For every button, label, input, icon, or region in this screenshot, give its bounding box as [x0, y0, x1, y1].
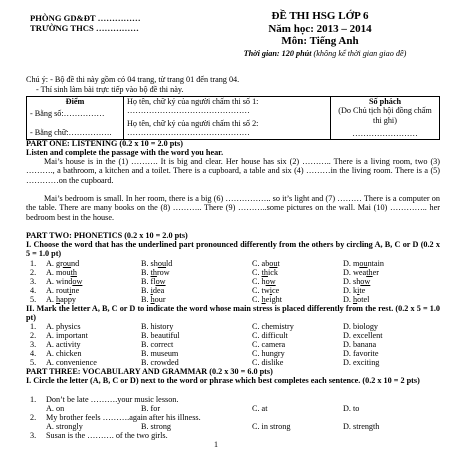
option-c: C. camera — [252, 340, 286, 349]
option-text: our — [154, 295, 166, 304]
option-a: A. on — [46, 404, 65, 413]
option-a: A. chicken — [46, 349, 82, 358]
option-text: eight — [265, 295, 283, 304]
option-b — [141, 268, 170, 277]
part2-title: PART TWO: PHONETICS (0.2 x 10 = 2.0 pts) — [26, 231, 188, 240]
part1-instruction: Listen and complete the passage with the word you hear. — [26, 148, 224, 157]
question-number: 5. — [30, 358, 37, 367]
option-text: D. wea — [343, 268, 367, 277]
option-b: B. correct — [141, 340, 174, 349]
option-b: B. museum — [141, 349, 179, 358]
option-a: A. activity — [46, 340, 81, 349]
code-note: (Do Chủ tịch hội đồng chấm thi ghi) — [338, 106, 432, 125]
option-a: A. physics — [46, 322, 81, 331]
school-name: TRƯỜNG THCS …………… — [30, 23, 139, 33]
underlined-part: i — [69, 286, 72, 295]
option-c — [252, 259, 280, 268]
option-d — [343, 295, 369, 304]
option-b — [141, 286, 164, 295]
option-text: A. wind — [46, 277, 73, 286]
question-number: 2. — [30, 268, 37, 277]
dept-name: PHÒNG GD&ĐT …………… — [30, 13, 141, 23]
option-d: D. to — [343, 404, 360, 413]
option-a: A. strongly — [46, 422, 83, 431]
underlined-part: h — [150, 295, 155, 304]
question-stem: My brother feels ……….again after his illness. — [46, 413, 201, 422]
option-a: A. convenience — [46, 358, 97, 367]
option-d: D. strength — [343, 422, 380, 431]
option-text: appy — [60, 295, 77, 304]
score-cell — [27, 97, 124, 140]
grader-2-dots: ……………………………………… — [127, 128, 250, 138]
question-number: 4. — [30, 286, 37, 295]
part3-section1-title: I. Circle the letter (A, B, C or D) next to the word or phrase which best completes each sentence. (0.2 x 10 = 2 pts) — [26, 376, 420, 385]
option-text: A. mou — [46, 268, 71, 277]
option-a — [46, 286, 79, 295]
option-text: dea — [152, 286, 165, 295]
code-cell — [331, 97, 440, 140]
underlined-part: i — [269, 286, 273, 295]
header-right — [225, 10, 415, 48]
option-text: B. — [141, 286, 151, 295]
time-note: (không kể thời gian giao đề) — [311, 49, 407, 58]
option-text: B. — [141, 268, 151, 277]
option-text: nd — [71, 259, 80, 268]
underlined-part: th — [261, 268, 268, 277]
option-text: B. fl — [141, 277, 156, 286]
option-text: ntain — [367, 259, 384, 268]
underlined-part: ow — [155, 277, 166, 286]
subject: Môn: Tiếng Anh — [281, 35, 359, 48]
school-year: Năm học: 2013 – 2014 — [268, 22, 372, 35]
question-number: 4. — [30, 349, 37, 358]
option-text: D. k — [343, 286, 358, 295]
exam-title: ĐỀ THI HSG LỚP 6 — [271, 10, 369, 22]
option-text: ce — [272, 286, 280, 295]
code-header: Số phách — [368, 97, 402, 106]
underlined-part: i — [357, 286, 360, 295]
option-text: D. m — [343, 259, 360, 268]
question-number: 5. — [30, 295, 37, 304]
option-a — [46, 259, 79, 268]
part2-section2-title: II. Mark the letter A, B, C or D to indicate the word whose main stress is placed differently from the rest. (0.2 x 5 = 1.0 pt) — [26, 304, 440, 323]
option-text: A. rout — [46, 286, 70, 295]
question-number: 1. — [30, 395, 37, 404]
option-text: B. sh — [141, 259, 158, 268]
option-b: B. history — [141, 322, 174, 331]
option-c: C. difficult — [252, 331, 288, 340]
option-c — [252, 295, 282, 304]
option-b: B. for — [141, 404, 161, 413]
option-text: ick — [267, 268, 278, 277]
option-text: ne — [71, 286, 80, 295]
option-c — [252, 286, 279, 295]
time-label: Thời gian: 120 phút — [243, 49, 312, 58]
note-line-2: - Thí sinh làm bài trực tiếp vào bộ đề thi này. — [36, 85, 184, 94]
option-c: C. hungry — [252, 349, 285, 358]
exam-time — [225, 49, 425, 58]
grader-2-label: Họ tên, chữ ký của người chấm thi số 2: — [127, 118, 259, 128]
underlined-part: ow — [360, 277, 371, 286]
header-left — [30, 13, 141, 33]
option-text: A. gr — [46, 259, 63, 268]
score-table — [26, 96, 440, 140]
underlined-part: h — [56, 295, 61, 304]
option-a: A. important — [46, 331, 88, 340]
option-d — [343, 268, 379, 277]
question-number: 3. — [30, 340, 37, 349]
question-number: 1. — [30, 259, 37, 268]
option-c — [252, 277, 276, 286]
option-b — [141, 295, 166, 304]
underlined-part: h — [353, 295, 358, 304]
part1-paragraph-1: Mai’s house is in the (1) ………. It is big and clear. Her house has six (2) ……….. There is a living room, two (3) ………., a bathroom, a kitchen and a toilet. There is a cupboard, a table and six (4) ………in the living room. There is a (5) …………on the cupboard. — [26, 157, 440, 185]
option-d: D. biology — [343, 322, 379, 331]
option-b: B. crowded — [141, 358, 179, 367]
underlined-part: h — [261, 295, 266, 304]
option-b: B. beautiful — [141, 331, 180, 340]
option-d — [343, 259, 384, 268]
score-in-number: - Bằng số:…………… — [30, 109, 105, 119]
underlined-part: th — [150, 268, 157, 277]
option-d — [343, 277, 370, 286]
part1-paragraph-2: Mai’s bedroom is small. In her room, there is a big (6) …………….. so it’s light and (7) ……… There is a computer on the table. There are many books on the (8) ……….. There (9) ………..some pictures on the wall. Mai (10) ………….. her bedroom best in the house. — [26, 194, 440, 222]
option-text: C. — [252, 295, 262, 304]
option-b: B. strong — [141, 422, 172, 431]
code-dots: …………………… — [352, 129, 418, 139]
option-a — [46, 268, 77, 277]
option-text: otel — [357, 295, 370, 304]
part1-title: PART ONE: LISTENING (0.2 x 10 = 2.0 pts) — [26, 139, 183, 148]
part2-section1-title: I. Choose the word that has the underlined part pronounced differently from the others by circling A, B, C or D (0.2 x 5 = 1.0 pt) — [26, 240, 440, 259]
option-text: C. h — [252, 277, 266, 286]
note-line-1: Chú ý: - Bộ đề thi này gồm có 04 trang, từ trang 01 đến trang 04. — [26, 75, 240, 84]
page-number: 1 — [214, 440, 218, 449]
option-text: row — [156, 268, 170, 277]
underlined-part: ou — [157, 259, 167, 268]
question-number: 2. — [30, 413, 37, 422]
option-b — [141, 277, 166, 286]
option-c: C. in strong — [252, 422, 291, 431]
question-stem: Susan is the ………. of the two girls. — [46, 431, 168, 440]
grader-cell — [124, 97, 331, 140]
option-text: A. — [46, 295, 57, 304]
underlined-part: ow — [265, 277, 276, 286]
option-d: D. favorite — [343, 349, 379, 358]
option-c: C. chemistry — [252, 322, 294, 331]
underlined-part: i — [150, 286, 153, 295]
option-a — [46, 277, 82, 286]
option-text: D. — [343, 295, 354, 304]
underlined-part: ou — [359, 259, 368, 268]
underlined-part: ow — [72, 277, 83, 286]
score-in-words: - Bằng chữ:……………. — [30, 127, 112, 137]
option-d: D. excellent — [343, 331, 383, 340]
option-d — [343, 286, 365, 295]
grader-1-label: Họ tên, chữ ký của người chấm thi số 1: — [127, 97, 259, 106]
question-number: 1. — [30, 322, 37, 331]
option-text: C. tw — [252, 286, 270, 295]
option-c — [252, 268, 278, 277]
option-text: te — [359, 286, 366, 295]
option-text: C. — [252, 268, 262, 277]
question-number: 3. — [30, 431, 37, 440]
option-c: C. dislike — [252, 358, 284, 367]
question-number: 3. — [30, 277, 37, 286]
option-b — [141, 259, 172, 268]
grader-1-dots: ……………………………………… — [127, 106, 250, 116]
option-text: ld — [166, 259, 173, 268]
score-header: Điểm — [65, 97, 85, 106]
question-stem: Don’t be late ……….your music lesson. — [46, 395, 179, 404]
question-number: 2. — [30, 331, 37, 340]
option-d: D. exciting — [343, 358, 380, 367]
option-c: C. at — [252, 404, 268, 413]
part3-title: PART THREE: VOCABULARY AND GRAMMAR (0.2 x 30 = 6.0 pts) — [26, 367, 273, 376]
option-text: B. — [141, 295, 151, 304]
underlined-part: ou — [62, 259, 72, 268]
underlined-part: th — [70, 268, 77, 277]
option-text: t — [277, 259, 280, 268]
option-text: C. ab — [252, 259, 270, 268]
option-text: D. sh — [343, 277, 361, 286]
underlined-part: ou — [269, 259, 278, 268]
option-a — [46, 295, 76, 304]
underlined-part: th — [366, 268, 373, 277]
option-text: er — [372, 268, 379, 277]
option-d: D. banana — [343, 340, 377, 349]
